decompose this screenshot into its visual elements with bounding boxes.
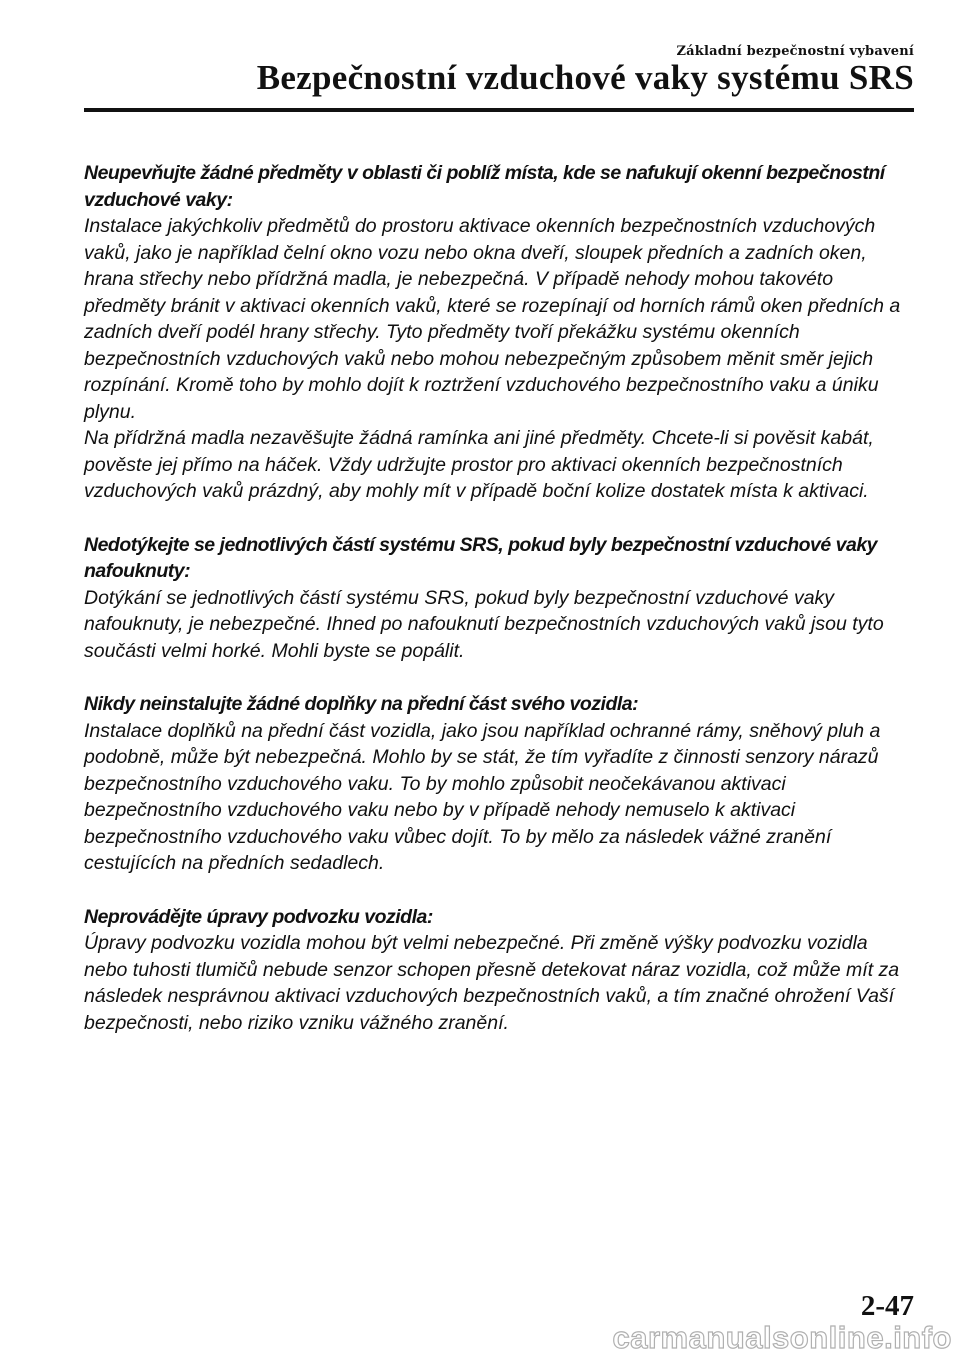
warning-paragraph: Dotýkání se jednotlivých částí systému SRS, pokud byly bezpečnostní vzduchové vaky nafouknuty, je nebezpečné. Ihned po nafouknutí bezpečnostních vzduchových vaků jsou tyto součásti velmi horké. Mohli byste se popálit. xyxy=(84,586,884,662)
watermark: carmanualsonline.info xyxy=(612,1320,952,1355)
page-title: Bezpečnostní vzduchové vaky systému SRS xyxy=(256,58,914,97)
warning-content xyxy=(84,160,914,1063)
warning-heading: Neprovádějte úpravy podvozku vozidla: xyxy=(84,905,433,928)
warning-block-suspension xyxy=(84,904,914,1037)
section-title: Základní bezpečnostní vybavení xyxy=(676,44,914,59)
warning-block-window-airbags xyxy=(84,160,914,505)
page-number: 2-47 xyxy=(860,1290,914,1322)
warning-paragraph: Instalace jakýchkoliv předmětů do prostoru aktivace okenních bezpečnostních vzduchových vaků, jako je například čelní okno vozu nebo okna dveří, sloupek předních a zadních oken, hrana střechy nebo přídržná madla, je nebezpečná. V případě nehody mohou takovéto předměty bránit v aktivaci okenních vaků, které se rozepínají od horních rámů oken předních a zadních dveří podél hrany střechy. Tyto předměty tvoří překážku systému okenních bezpečnostních vzduchových vaků nebo mohou nebezpečným způsobem měnit směr jejich rozpínání. Kromě toho by mohlo dojít k roztržení vzduchového bezpečnostního vaku a úniku plynu. xyxy=(84,215,901,423)
warning-block-front-accessories xyxy=(84,691,914,877)
warning-heading: Neupevňujte žádné předměty v oblasti či poblíž místa, kde se nafukují okenní bezpečnostní vzduchové vaky: xyxy=(84,162,885,211)
warning-paragraph: Instalace doplňků na přední část vozidla, jako jsou například ochranné rámy, sněhový pluh a podobně, může být nebezpečná. Mohlo by se stát, že tím vyřadíte z činnosti senzory nárazů bezpečnostního vzduchového vaku. To by mohlo způsobit neočekávanou aktivaci bezpečnostního vzduchového vaku nebo by v případě nehody nemuselo k aktivaci bezpečnostního vzduchového vaku vůbec dojít. To by mělo za následek vážné zranění cestujících na předních sedadlech. xyxy=(84,719,881,874)
warning-heading: Nedotýkejte se jednotlivých částí systému SRS, pokud byly bezpečnostní vzduchové vaky nafouknuty: xyxy=(84,533,878,582)
warning-paragraph: Úpravy podvozku vozidla mohou být velmi nebezpečné. Při změně výšky podvozku vozidla nebo tuhosti tlumičů nebude senzor schopen přesně detekovat náraz vozidla, což může mít za následek nesprávnou aktivaci vzduchových bezpečnostních vaků, a tím značné ohrožení Vaší bezpečnosti, nebo riziko vzniku vážného zranění. xyxy=(84,932,900,1034)
warning-paragraph: Na přídržná madla nezavěšujte žádná ramínka ani jiné předměty. Chcete-li si pověsit kabát, pověste jej přímo na háček. Vždy udržujte prostor pro aktivaci okenních bezpečnostních vzduchových vaků prázdný, aby mohly mít v případě boční kolize dostatek místa k aktivaci. xyxy=(84,427,874,502)
warning-block-srs-parts xyxy=(84,532,914,665)
warning-heading: Nikdy neinstalujte žádné doplňky na přední část svého vozidla: xyxy=(84,693,639,715)
header-divider xyxy=(84,108,914,112)
